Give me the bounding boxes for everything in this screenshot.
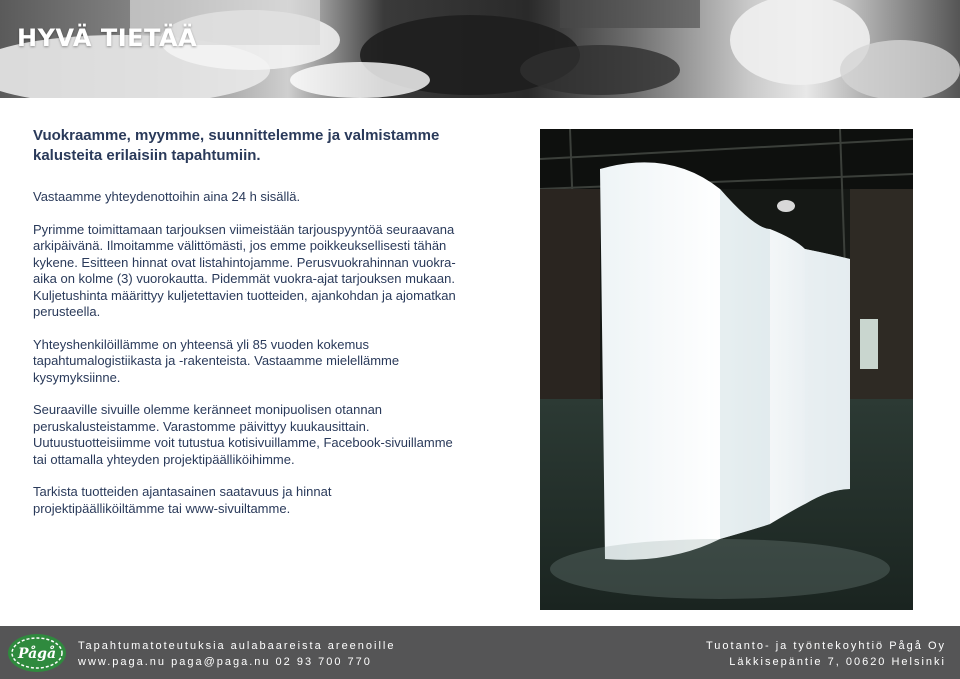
footer-contact: www.paga.nu paga@paga.nu 02 93 700 770: [78, 656, 372, 668]
header-banner: [0, 0, 960, 98]
text-line: Kuljetushinta määrittyy kuljetettavien tuotteiden, ajankohdan ja ajomatkan: [33, 287, 456, 303]
text-line: Uutuustuotteisiimme voit tutustua kotisivuillamme, Facebook-sivuillamme: [33, 435, 453, 450]
text-line: arkipäivänä. Ilmoitamme välittömästi, jos emme poikkeuksellisesti tähän: [33, 238, 447, 253]
paragraph-response-time: [33, 189, 483, 206]
intro-line: kalusteita erilaisiin tapahtumiin.: [33, 146, 261, 164]
text-line: tai ottamalla yhteyden projektipäälliköihimme.: [33, 451, 295, 467]
paragraph-availability: [33, 484, 483, 517]
paragraph-experience: [33, 337, 483, 387]
illuminated-wall-illustration: [540, 129, 913, 610]
footer-left: [78, 638, 396, 670]
illuminated-wall-photo: [540, 129, 913, 610]
paragraph-offers: [33, 222, 483, 321]
footer-address: Läkkisepäntie 7, 00620 Helsinki: [729, 656, 946, 668]
text-line: aika on kolme (3) vuorokautta. Pidemmät vuokra-ajat tarjouksen mukaan.: [33, 271, 455, 286]
text-line: peruskalusteistamme. Varastomme päivittyy kuukausittain.: [33, 418, 370, 434]
text-line: kykene. Esitteen hinnat ovat listahintojamme. Perusvuokrahinnan vuokra-: [33, 254, 456, 270]
text-line: perusteella.: [33, 304, 101, 319]
footer: [0, 626, 960, 679]
text-line: tapahtumalogistiikasta ja -rakenteista. Vastaamme mielellämme: [33, 353, 400, 368]
text-line: Tarkista tuotteiden ajantasainen saatavuus ja hinnat: [33, 484, 332, 499]
footer-right: [706, 638, 946, 670]
intro-heading: [33, 126, 483, 165]
paga-logo-icon: [6, 632, 68, 674]
footer-company: Tuotanto- ja työntekoyhtiö Pågå Oy: [705, 640, 946, 652]
text-line: Seuraaville sivuille olemme keränneet monipuolisen otannan: [33, 402, 383, 417]
text-line: Yhteyshenkilöillämme on yhteensä yli 85 vuoden kokemus: [33, 336, 370, 352]
logo-text: Pågå: [17, 646, 57, 662]
page-title: HYVÄ TIETÄÄ: [17, 24, 198, 52]
text-line: Pyrimme toimittamaan tarjouksen viimeistään tarjouspyyntöä seuraavana: [33, 221, 455, 237]
paragraph-catalogue: [33, 402, 483, 468]
intro-line: Vuokraamme, myymme, suunnittelemme ja valmistamme: [33, 127, 440, 144]
text-line: kysymyksiinne.: [33, 369, 121, 385]
text-line: Vastaamme yhteydenottoihin aina 24 h sisällä.: [33, 189, 301, 204]
text-line: projektipäälliköiltämme tai www-sivuiltamme.: [33, 500, 291, 516]
footer-tagline: Tapahtumatoteutuksia aulabaareista areenoille: [78, 640, 396, 652]
main-text: [33, 126, 483, 533]
